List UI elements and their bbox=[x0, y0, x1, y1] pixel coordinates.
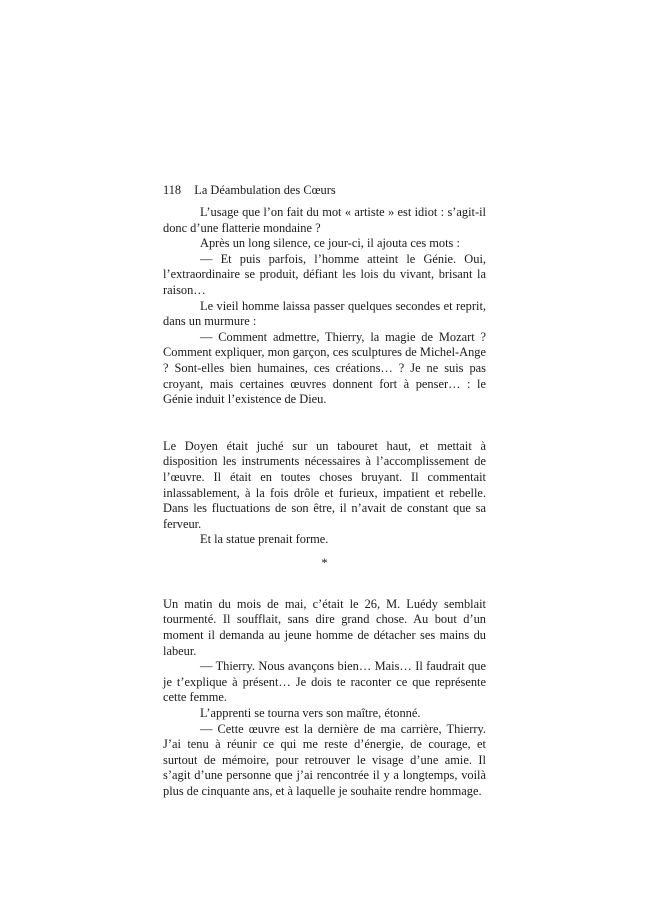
paragraph: Et la statue prenait forme. bbox=[200, 532, 329, 547]
dialogue-paragraph: — Cette œuvre est la dernière de ma carrière, Thierry. J’ai tenu à réunir ce qui me reste d’énergie, de courage, et surtout de mémoire, pour retrouver le visage d’une amie. Il s’agit d’une personne que j’ai rencontrée il y a longtemps, voilà plus de cinquante ans, et à laquelle je souhaite rendre hommage. bbox=[163, 721, 486, 798]
dialogue-paragraph: — Thierry. Nous avançons bien… Mais… Il faudrait que je t’explique à présent… Je dois te raconter ce que représente cette femme. bbox=[163, 659, 486, 705]
paragraph: Un matin du mois de mai, c’était le 26, M. Luédy semblait tourmenté. Il soufflait, sans dire grand chose. Au bout d’un moment il demanda au jeune homme de détacher ses mains du labeur. bbox=[163, 596, 486, 658]
running-header bbox=[163, 183, 336, 198]
page-body bbox=[163, 205, 486, 800]
paragraph: Après un long silence, ce jour-ci, il ajouta ces mots : bbox=[200, 236, 460, 251]
paragraph: Le Doyen était juché sur un tabouret haut, et mettait à disposition les instruments nécessaires à l’accomplissement de l’œuvre. Il était en toutes choses bruyant. Il commentait inlassablement, à la fois drôle et furieux, impatient et rebelle. Dans les fluctuations de son être, il n’avait de constant que sa ferveur. bbox=[163, 438, 486, 531]
dialogue-paragraph: — Comment admettre, Thierry, la magie de Mozart ? Comment expliquer, mon garçon, ces sculptures de Michel-Ange ? Sont-elles bien humaines, ces créations… ? Je ne suis pas croyant, mais certaines œuvres donnent fort à penser… : le Génie induit l’existence de Dieu. bbox=[163, 329, 486, 407]
page-number: 118 bbox=[163, 183, 182, 197]
paragraph: L’usage que l’on fait du mot « artiste » est idiot : s’agit-il donc d’une flatterie mondaine ? bbox=[163, 205, 486, 235]
section-gap bbox=[163, 408, 486, 439]
paragraph: Le vieil homme laissa passer quelques secondes et reprit, dans un murmure : bbox=[163, 298, 486, 329]
section-separator: * bbox=[321, 555, 328, 570]
book-title: La Déambulation des Cœurs bbox=[194, 183, 336, 197]
paragraph: L’apprenti se tourna vers son maître, étonné. bbox=[200, 706, 421, 721]
dialogue-paragraph: — Et puis parfois, l’homme atteint le Génie. Oui, l’extraordinaire se produit, défiant les lois du vivant, brisant la raison… bbox=[163, 251, 486, 297]
